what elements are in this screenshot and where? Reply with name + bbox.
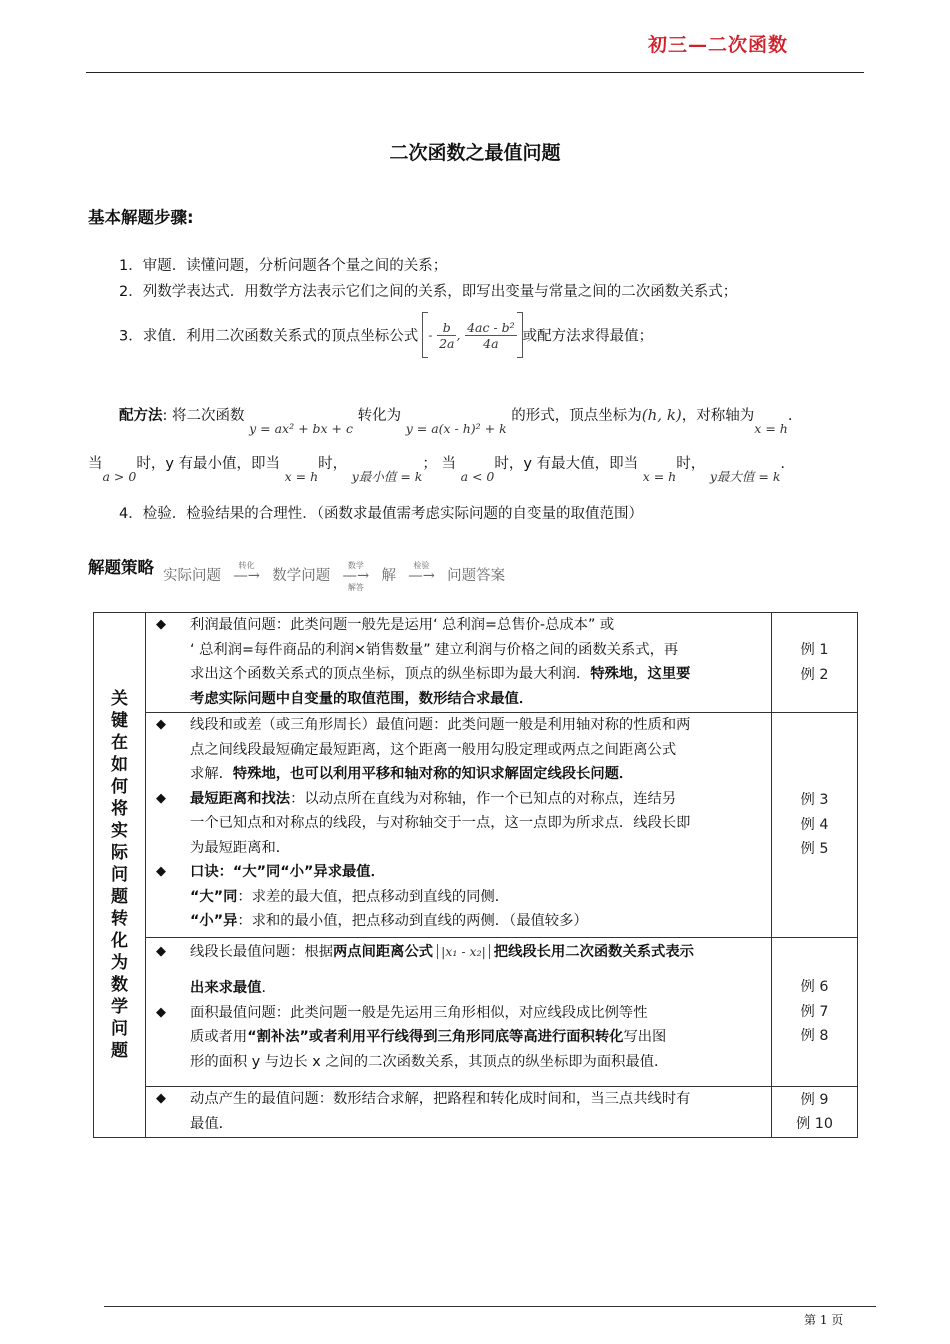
cond-a-pos: a > 0: [102, 469, 137, 484]
example-ref: 例 3: [800, 792, 829, 809]
axis-formula: x = h: [754, 421, 788, 436]
step-3: 3．求值．利用二次函数关系式的顶点坐标公式 - $\frac{b}{2a}$ , $\frac{\text{4ac - b²}}{4a}$ 或配方法求得最值；: [119, 312, 653, 358]
row1-body: ◆ 利润最值问题：此类问题一般先是运用‘ 总利润=总售价-总成本” 或 ‘ 总利润=每件商品的利润×销售数量” 建立利润与价格之间的函数关系式，再 求出这个函数关系式的顶点坐标，顶点的纵坐标即为最大利润．特殊地，这里要 考虑实际问题中自变量的取值范围，数形结合求最值．: [146, 613, 772, 713]
footer-rule: [104, 1306, 876, 1307]
example-ref: 例 6: [800, 979, 829, 996]
max-text: 时，y 有最大值，即当: [494, 456, 639, 472]
header-rule: [86, 72, 864, 73]
diamond-bullet-icon: ◆: [156, 1091, 167, 1106]
peifang-text-c: 的形式，顶点坐标为: [511, 408, 642, 424]
extreme-line: 当a > 0时，y 有最小值，即当 x = h时， y最小值 = k； 当 a < 0时，y 有最大值，即当 x = h时， y最大值 = k.: [88, 456, 786, 484]
row4-body: ◆ 动点产生的最值问题：数形结合求解，把路程和转化成时间和，当三点共线时有 最值．: [146, 1087, 772, 1138]
example-ref: 例 7: [800, 1003, 829, 1020]
row3-examples: [771, 938, 857, 1087]
example-ref: 例 1: [800, 642, 829, 658]
diamond-bullet-icon: ◆: [156, 1004, 167, 1020]
peifang-text-a: : 将二次函数: [162, 408, 245, 424]
vertex-frac-2: $\frac{\text{4ac - b²}}{4a}$: [467, 319, 515, 351]
distance-formula: |x₁ - x₂|: [437, 944, 490, 959]
cond-a-neg: a < 0: [460, 469, 495, 484]
diamond-bullet-icon: ◆: [156, 617, 167, 632]
example-ref: 例 10: [795, 1116, 833, 1132]
x-eq-h-1: x = h: [284, 469, 319, 484]
y-min: y最小值 = k: [351, 469, 423, 484]
flow-step-3: 解: [381, 568, 396, 584]
peifang-text-b: 转化为: [357, 408, 402, 424]
step-3-tail: 或配方法求得最值；: [522, 328, 654, 345]
y-max: y最大值 = k: [709, 469, 781, 484]
diamond-bullet-icon: ◆: [156, 864, 167, 879]
step-2: 2．列数学表达式．用数学方法表示它们之间的关系，即写出变量与常量之间的二次函数关系式；: [119, 284, 738, 300]
step-3-text: 3．求值．利用二次函数关系式的顶点坐标公式: [119, 328, 419, 345]
row2-examples: [771, 713, 857, 938]
table-row: [94, 938, 858, 1087]
step-4: 4．检验．检验结果的合理性．（函数求最值需考虑实际问题的自变量的取值范围）: [119, 506, 643, 522]
flow-arrow-1: 转化 —→: [233, 561, 260, 584]
header-title: 初三—二次函数: [648, 34, 789, 56]
page-number: 第 1 页: [804, 1313, 844, 1327]
vertex-frac-1: $\frac{b}{2a}$: [439, 319, 455, 351]
row3-body: ◆ 线段长最值问题：根据两点间距离公式 |x₁ - x₂| 把线段长用二次函数关系式表示 出来求最值． ◆ 面积最值问题：此类问题一般是先运用三角形相似，对应线段成比例等性 质或者用“割补法”或者利用平行线得到三角形同底等高进行面积转化写出图 形的面积 y 与边长 x 之间的二次函数关系，其顶点的纵坐标即为面积最值．: [146, 938, 772, 1087]
diamond-bullet-icon: ◆: [156, 944, 167, 959]
strategy-table: [93, 612, 858, 1138]
row2-body: ◆ 线段和或差（或三角形周长）最值问题：此类问题一般是利用轴对称的性质和两 点之间线段最短确定最短距离，这个距离一般用勾股定理或两点之间距离公式 求解．特殊地，也可以利用平移和轴对称的知识求解固定线段长问题． ◆ 最短距离和找法：以动点所在直线为对称轴，作一个已知点的对称点，连结另 一个已知点和对称点的线段，与对称轴交于一点，这一点即为所求点．线段长即 为最短距离和． ◆ 口诀：“大”同“小”异求最值． “大”同：求差的最大值，把点移动到直线的同侧． “小”异：求和的最小值，把点移动到直线的两侧．（最值较多）: [146, 713, 772, 938]
step-1: 1．审题．读懂问题，分析问题各个量之间的关系；: [119, 258, 448, 274]
example-ref: 例 4: [800, 816, 829, 833]
x-eq-h-2: x = h: [642, 469, 677, 484]
formula-general: y = ax² + bx + c: [249, 421, 353, 436]
example-ref: 例 8: [800, 1028, 829, 1045]
flow-arrow-2: 数学 解答 —→: [342, 561, 370, 592]
flow-step-4: 问题答案: [447, 568, 506, 584]
table-row: [94, 713, 858, 938]
side-label: 关键在如何将实际问题转化为数学问题: [94, 613, 146, 1138]
row1-examples: [771, 613, 857, 713]
diamond-bullet-icon: ◆: [156, 790, 167, 806]
section-heading-steps: 基本解题步骤:: [88, 208, 194, 227]
flow-step-2: 数学问题: [272, 568, 331, 584]
flow-step-1: 实际问题: [163, 568, 221, 584]
min-text: 时，y 有最小值，即当: [136, 456, 281, 472]
peifang-line: 配方法: 将二次函数 y = ax² + bx + c 转化为 y = a(x - h)² + k 的形式，顶点坐标为(h, k)，对称轴为x = h.: [119, 406, 793, 436]
diamond-bullet-icon: ◆: [156, 717, 167, 732]
example-ref: 例 2: [800, 666, 829, 683]
peifang-text-d: ，对称轴为: [681, 408, 755, 424]
table-row: [94, 1087, 858, 1138]
vertex-lead: -: [428, 327, 433, 343]
flow-arrow-3: 检验 —→: [408, 561, 435, 584]
table-row: [94, 613, 858, 713]
example-ref: 例 9: [800, 1091, 829, 1108]
strategy-flow: [163, 561, 506, 592]
formula-vertex: y = a(x - h)² + k: [405, 421, 507, 436]
document-title: 二次函数之最值问题: [389, 142, 561, 164]
vertex-point: (h, k): [641, 406, 682, 424]
row4-examples: [771, 1087, 857, 1138]
section-heading-strategy: 解题策略: [88, 558, 154, 577]
example-ref: 例 5: [800, 841, 829, 858]
peifang-label: 配方法: [119, 408, 163, 424]
